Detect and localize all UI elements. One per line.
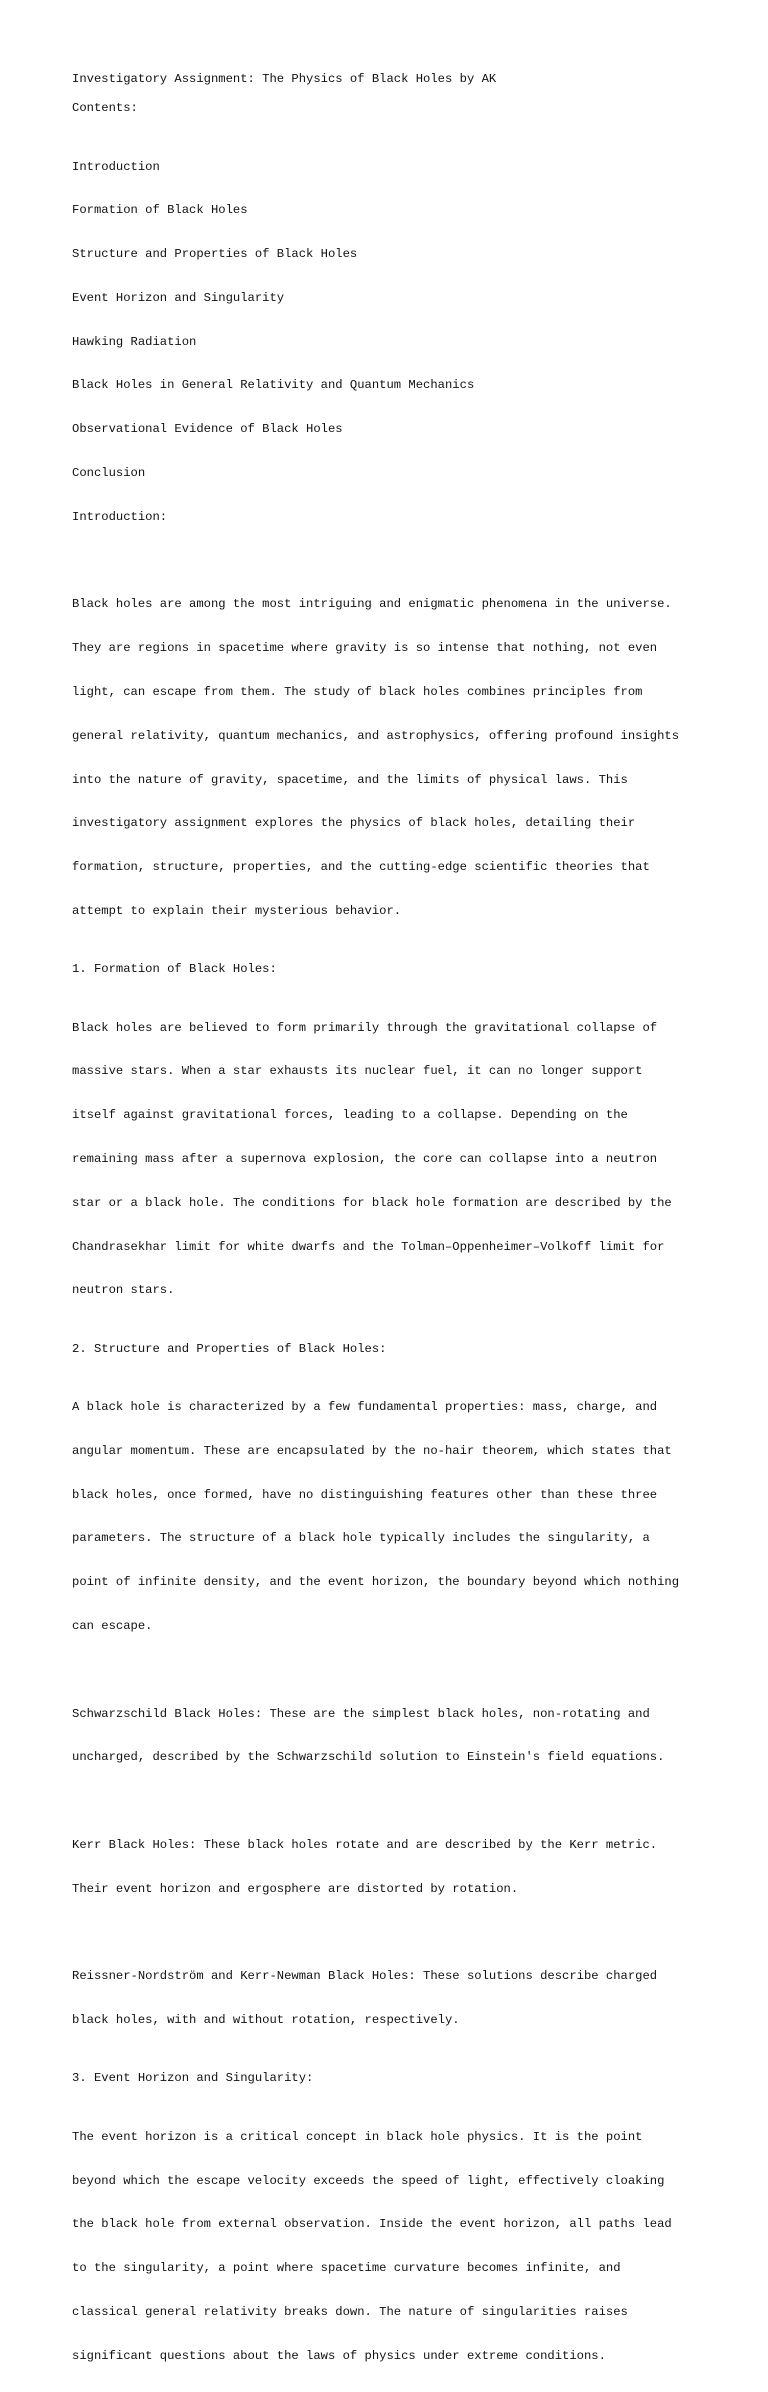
paragraph-line: general relativity, quantum mechanics, and astrophysics, offering profound insights [72,728,680,743]
kerr-paragraph [72,1809,708,1926]
contents-item: Black Holes in General Relativity and Quantum Mechanics [72,378,475,393]
contents-item: Observational Evidence of Black Holes [72,422,343,437]
paragraph-line: Black holes are believed to form primarily through the gravitational collapse of [72,1020,658,1035]
paragraph-line: beyond which the escape velocity exceeds the speed of light, effectively cloaking [72,2173,665,2188]
paragraph-line: Schwarzschild Black Holes: These are the simplest black holes, non-rotating and [72,1706,650,1721]
paragraph-line: black holes, once formed, have no distinguishing features other than these three [72,1487,658,1502]
paragraph-line: The event horizon is a critical concept in black hole physics. It is the point [72,2129,643,2144]
paragraph-line: Black holes are among the most intriguing and enigmatic phenomena in the universe. [72,597,672,612]
paragraph-line: remaining mass after a supernova explosion, the core can collapse into a neutron [72,1151,658,1166]
contents-item: Conclusion [72,466,146,481]
paragraph-line: point of infinite density, and the event horizon, the boundary beyond which nothing [72,1575,680,1590]
section-1-paragraph [72,991,708,1327]
paragraph-line: the black hole from external observation. Inside the event horizon, all paths lead [72,2217,672,2232]
paragraph-line: significant questions about the laws of physics under extreme conditions. [72,2348,606,2363]
paragraph-line: black holes, with and without rotation, respectively. [72,2012,460,2027]
paragraph-line: attempt to explain their mysterious behavior. [72,903,402,918]
contents-item: Structure and Properties of Black Holes [72,247,358,262]
paragraph-line: Kerr Black Holes: These black holes rotate and are described by the Kerr metric. [72,1837,658,1852]
document-title: Investigatory Assignment: The Physics of Black Holes by AK [72,72,497,86]
contents-item: Introduction [72,159,160,174]
paragraph-line: Reissner-Nordström and Kerr-Newman Black Holes: These solutions describe charged [72,1969,658,1984]
section-3-paragraph [72,2101,708,2392]
section-2-heading: 2. Structure and Properties of Black Holes: [72,1341,387,1356]
paragraph-line: classical general relativity breaks down. The nature of singularities raises [72,2304,628,2319]
paragraph-line: can escape. [72,1618,153,1633]
paragraph-line: neutron stars. [72,1283,175,1298]
section-1-heading: 1. Formation of Black Holes: [72,962,277,977]
intro-paragraph [72,568,708,947]
contents-item: Event Horizon and Singularity [72,290,285,305]
contents-item: Hawking Radiation [72,334,197,349]
contents-list [72,130,708,553]
paragraph-line: Chandrasekhar limit for white dwarfs and the Tolman–Oppenheimer–Volkoff limit for [72,1239,665,1254]
paragraph-line: A black hole is characterized by a few fundamental properties: mass, charge, and [72,1400,658,1415]
contents-item: Introduction: [72,509,168,524]
paragraph-line: investigatory assignment explores the physics of black holes, detailing their [72,816,636,831]
section-2-paragraph [72,1371,708,1663]
contents-heading: Contents: [72,101,138,116]
paragraph-line: massive stars. When a star exhausts its nuclear fuel, it can no longer support [72,1064,643,1079]
paragraph-line: Their event horizon and ergosphere are distorted by rotation. [72,1881,519,1896]
paragraph-line: to the singularity, a point where spacetime curvature becomes infinite, and [72,2261,621,2276]
paragraph-line: into the nature of gravity, spacetime, and the limits of physical laws. This [72,772,628,787]
paragraph-line: itself against gravitational forces, leading to a collapse. Depending on the [72,1108,628,1123]
paragraph-line: formation, structure, properties, and the cutting-edge scientific theories that [72,860,650,875]
paragraph-line: light, can escape from them. The study of black holes combines principles from [72,684,643,699]
paragraph-line: uncharged, described by the Schwarzschild solution to Einstein's field equations. [72,1750,665,1765]
paragraph-line: They are regions in spacetime where gravity is so intense that nothing, not even [72,641,658,656]
paragraph-line: star or a black hole. The conditions for black hole formation are described by the [72,1195,672,1210]
section-3-heading: 3. Event Horizon and Singularity: [72,2071,314,2086]
reissner-nordstrom-paragraph [72,1940,708,2057]
paragraph-line: parameters. The structure of a black hole typically includes the singularity, a [72,1531,650,1546]
schwarzschild-paragraph [72,1677,708,1794]
paragraph-line: angular momentum. These are encapsulated by the no-hair theorem, which states that [72,1443,672,1458]
contents-item: Formation of Black Holes [72,203,248,218]
